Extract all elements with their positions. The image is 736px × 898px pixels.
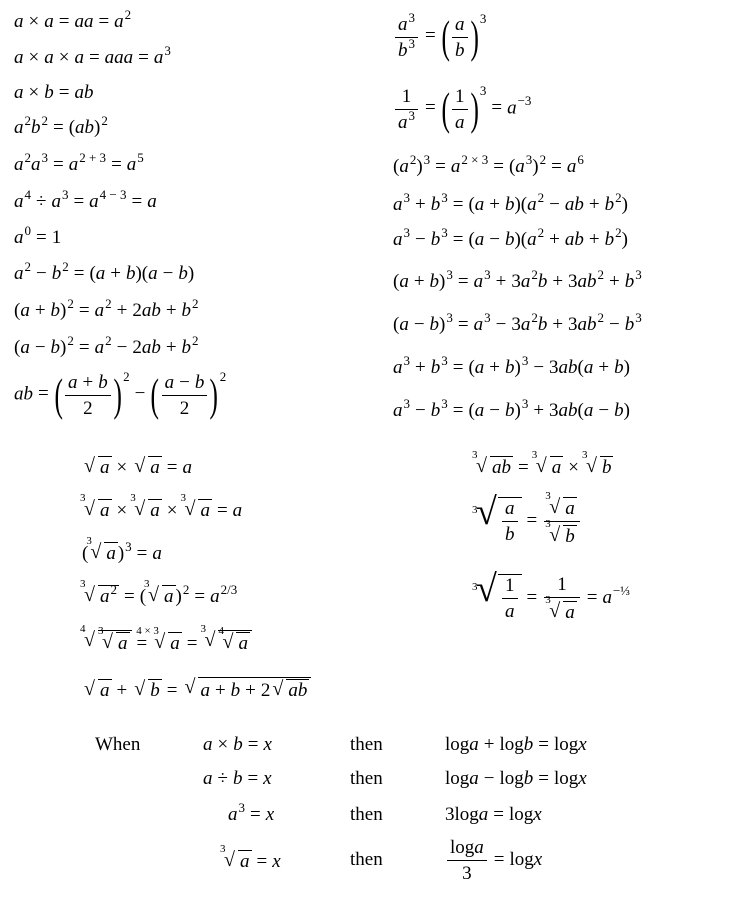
root-formula-r3: 3 √ $\frac{1}{a}$ = 1 3 √ a = $a^{-\frac{1}{3}}$ — [472, 568, 631, 623]
formula-r1: $\frac{a^3}{b^3}$ = ( $\frac{a}{b}$ )$^3$ — [393, 14, 486, 60]
formula-6: $a^4 \div a^3 = a^{4 - 3} = a$ — [14, 187, 157, 212]
log-result-3: 3loga = logx — [445, 804, 542, 825]
root-formula-r2: 3 √ $\frac{a}{b}$ = 3 √ a 3 √ b — [474, 497, 582, 546]
log-condition-1: a × b = x — [203, 734, 272, 755]
root-formula-2: 3 √ a × 3 √ a × 3 √ a = a — [80, 492, 243, 521]
formula-10: $(a - b)^2 = a^2 - 2ab + b^2$ — [14, 333, 199, 358]
formula-r3: $(a^2)^3 = a^{2 \times 3} = (a^3)^2 = a^6$ — [393, 152, 584, 177]
formula-r6: $(a + b)^3 = a^3 + 3a^2b + 3ab^2 + b^3$ — [393, 267, 642, 292]
log-condition-2: a ÷ b = x — [203, 768, 272, 789]
formula-r2: $\frac{1}{a^3}$ = ( $\frac{1}{a}$ )$^3= a^{-3}$ — [393, 86, 531, 132]
log-result-1: loga + logb = logx — [445, 734, 587, 755]
formula-7: $a^0 = 1$ — [14, 223, 62, 248]
formula-5: $a^2a^3 = a^{2 + 3} = a^5$ — [14, 150, 144, 175]
formula-r5: $a^3 - b^3 = (a - b)(a^2$ + ab + $b^2$) — [393, 225, 628, 250]
log-result-4: $\frac{\log a}{3}$ = logx — [445, 838, 542, 883]
formula-r9: $a^3 - b^3 = (a - b)^3 + 3ab(a - b)$ — [393, 396, 630, 421]
root-formula-3: ( 3 √ a )$^3$ = a — [82, 535, 162, 564]
formula-8: $a^2 - b^2 = (a + b)(a - b)$ — [14, 259, 195, 284]
formula-3: a × b = ab — [14, 82, 94, 103]
formula-1: a × a = aa = $a^2$ — [14, 7, 132, 32]
then-label-4: then — [350, 849, 383, 870]
then-label-1: then — [350, 734, 383, 755]
log-result-2: loga − logb = logx — [445, 768, 587, 789]
formula-2: a × a × a = aaa = $a^3$ — [14, 43, 171, 68]
then-label-3: then — [350, 804, 383, 825]
formula-r7: $(a - b)^3 = a^3 - 3a^2b + 3ab^2 - b^3$ — [393, 310, 642, 335]
then-label-2: then — [350, 768, 383, 789]
root-formula-5: 4 √ 3 √ a = 4 × 3 √ a = 3 √ 4 √ a — [82, 630, 252, 653]
root-formula-r1: 3 √ ab = 3 √ a × 3 √ b — [472, 449, 612, 478]
root-formula-1: √ a × √ a = a — [84, 455, 192, 478]
log-condition-4: 3 √ a = x — [220, 843, 281, 872]
formula-r4: $a^3 + b^3 = (a + b)(a^2$ − ab + $b^2$) — [393, 190, 628, 215]
formula-9: $(a + b)^2 = a^2 + 2ab + b^2$ — [14, 296, 199, 321]
formula-11: ab = ( $\frac{a + b}{2}$ )$^2$− ( $\frac{a - b}{2}$ )$^2$ — [14, 369, 227, 420]
formula-r8: $a^3 + b^3 = (a + b)^3 - 3ab(a + b)$ — [393, 353, 630, 378]
root-formula-4: 3 √ $a^2$ = ( 3 √ a )$^2 = a^{2/3}$ — [80, 578, 238, 607]
formula-4: $a^2b^2 = (ab)^2$ — [14, 113, 108, 138]
when-label: When — [95, 734, 141, 755]
log-condition-3: $a^3 = x$ — [228, 800, 275, 825]
root-formula-6: √ a + √ b = √ a + b + 2 √ ab — [82, 677, 311, 700]
